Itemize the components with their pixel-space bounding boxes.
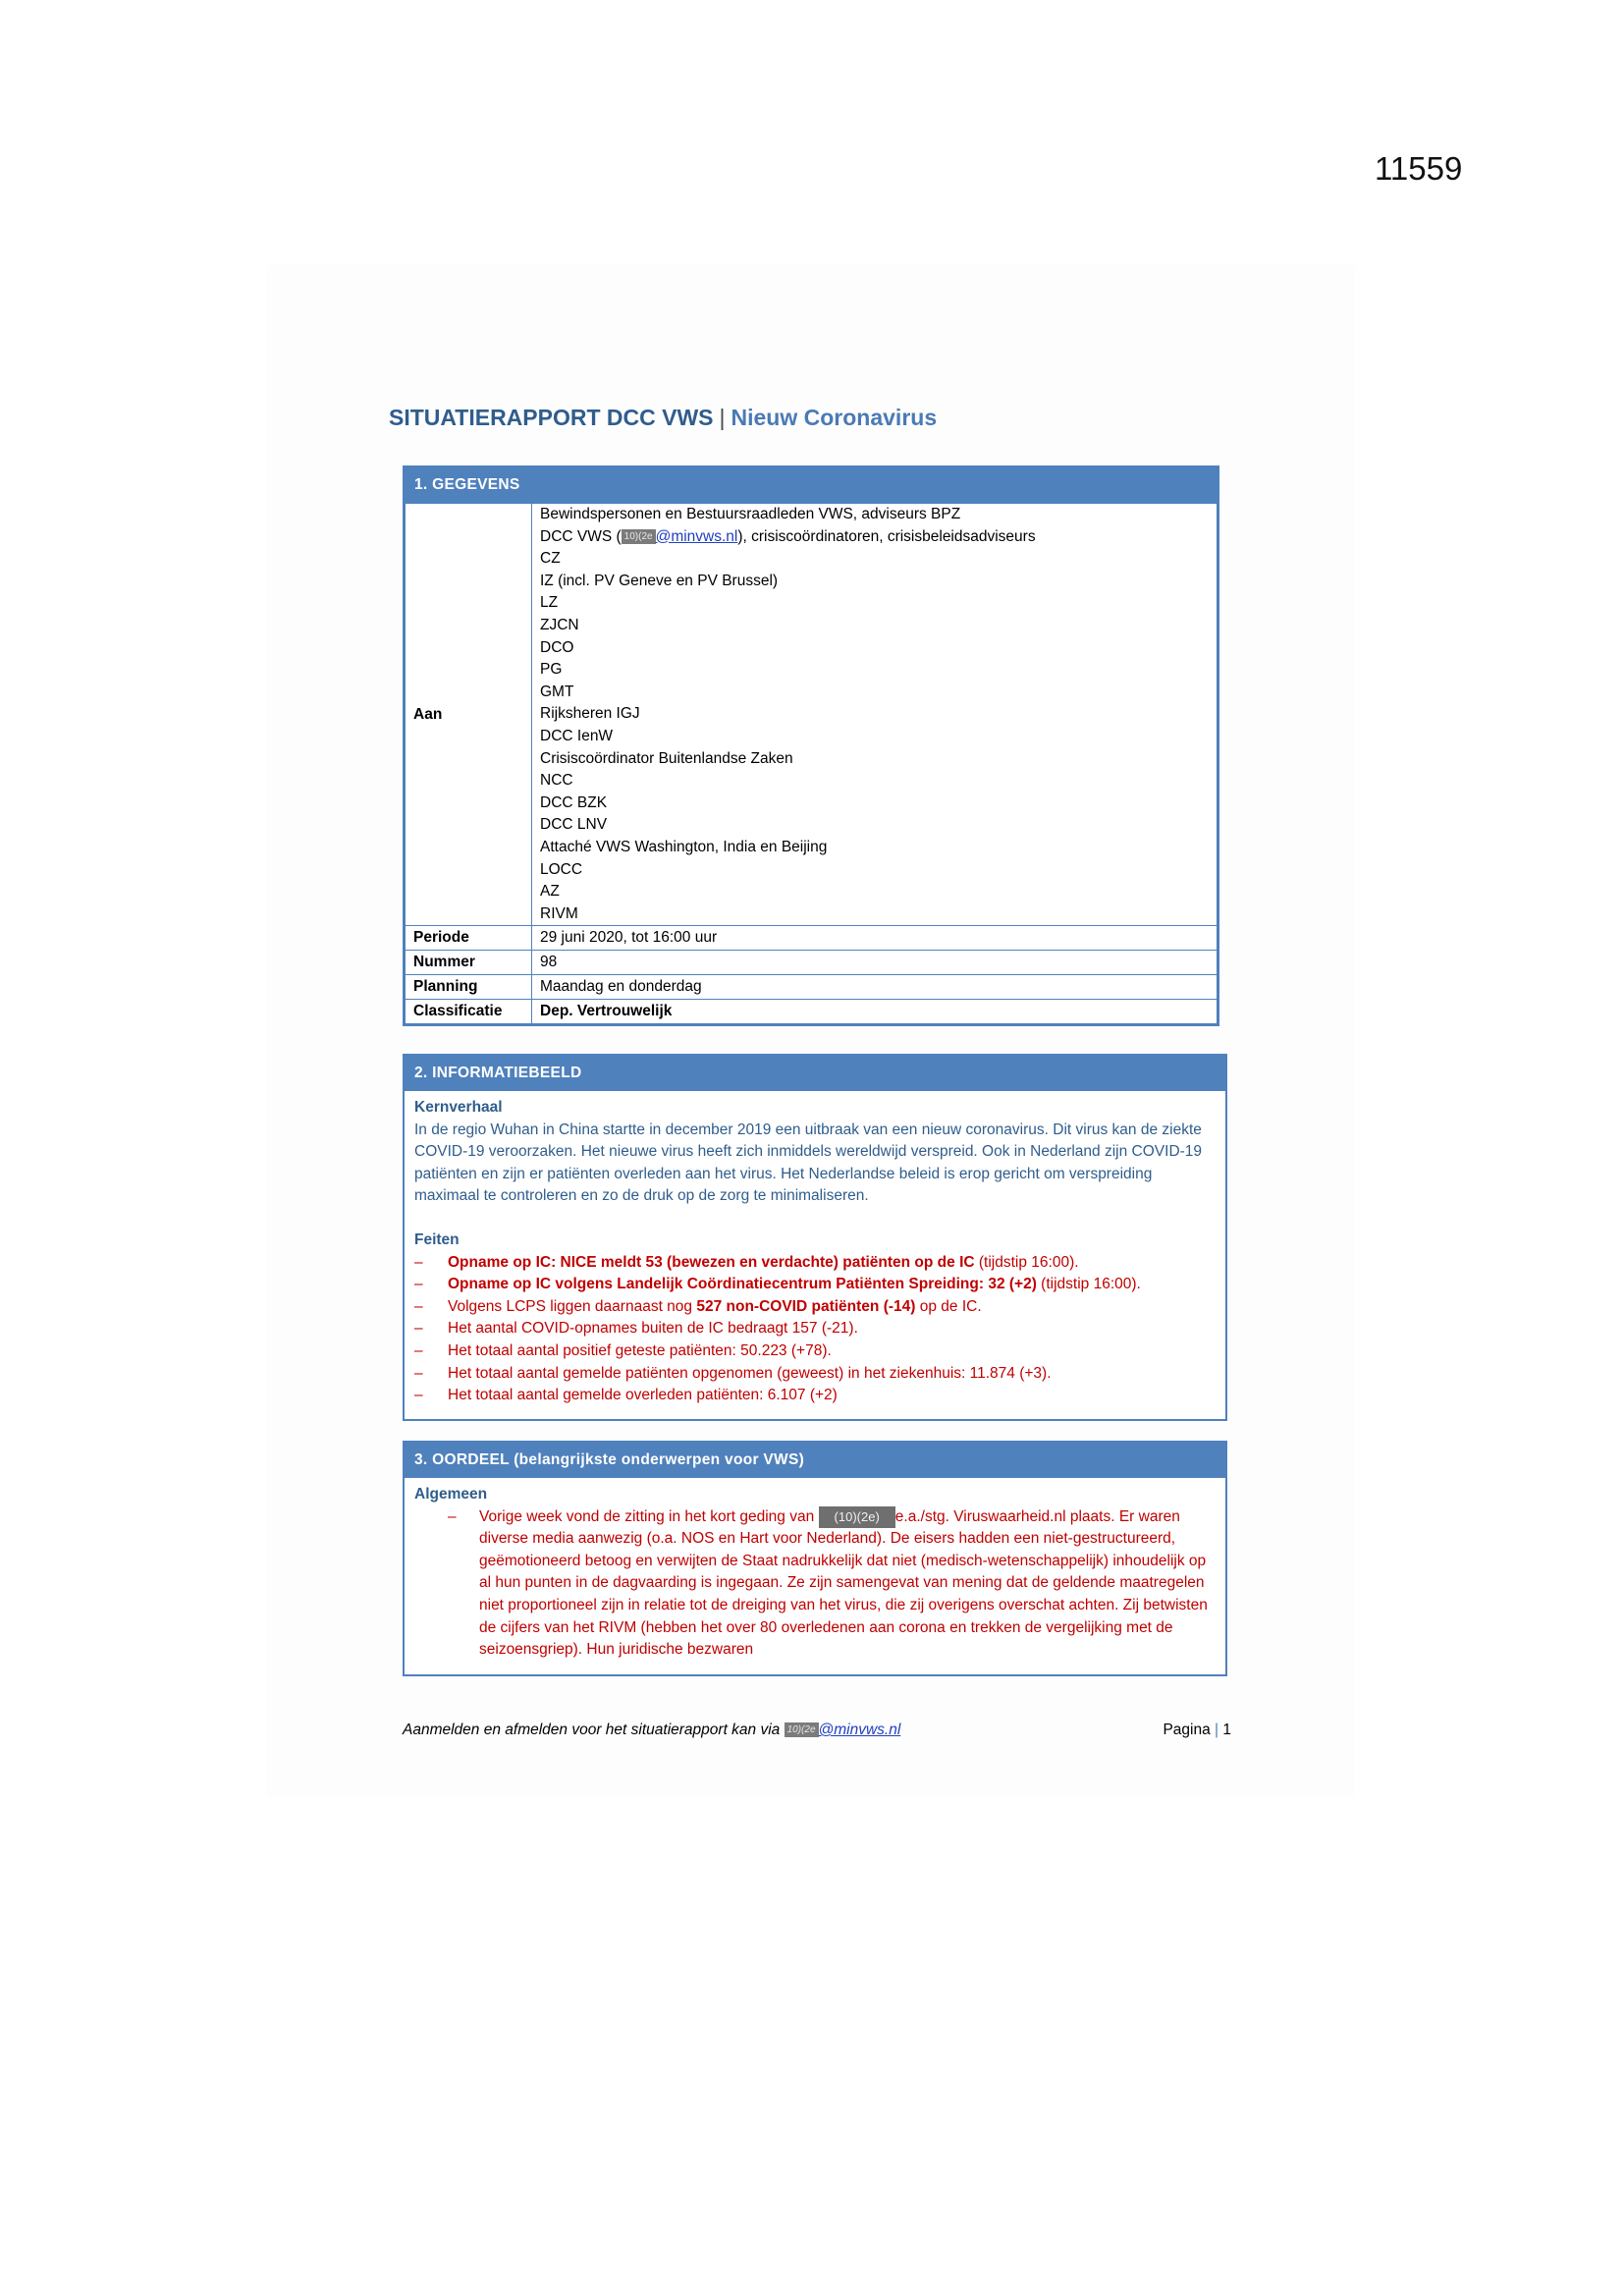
nummer-label: Nummer [406,951,532,975]
recipient-item: NCC [540,772,573,790]
dcc-vws-line: DCC VWS ( 10)(2e @minvws.nl), crisiscoördinatoren, crisisbeleidsadviseurs [540,527,1036,545]
recipient-item: LOCC [540,860,583,878]
feit-item: – Opname op IC volgens Landelijk Coördinatiecentrum Patiënten Spreiding: 32 (+2) (tijdstip 16:00). [414,1274,1216,1296]
footer-subscribe-text: Aanmelden en afmelden voor het situatierapport kan via 10)(2e @minvws.nl [403,1722,901,1738]
recipient-item: PG [540,661,563,679]
planning-label: Planning [406,975,532,1000]
recipient-item: AZ [540,883,560,901]
nummer-value: 98 [532,951,1218,975]
kernverhaal-heading: Kernverhaal [414,1099,503,1116]
title-separator: | [719,405,726,430]
feit-item: – Het aantal COVID-opnames buiten de IC bedraagt 157 (-21). [414,1318,1216,1340]
report-title-sub: Nieuw Coronavirus [731,405,938,430]
footer-email-link[interactable]: @minvws.nl [818,1722,901,1738]
feit-item: – Het totaal aantal positief geteste patiënten: 50.223 (+78). [414,1340,1216,1363]
kernverhaal-text: In de regio Wuhan in China startte in december 2019 een uitbraak van een nieuw coronavirus. Dit virus kan de ziekte COVID-19 veroorzaken. Het nieuwe virus heeft zich inmiddels wereldwijd verspreid. Ook in Nederland zijn COVID-19 patiënten en zijn er patiënten overleden aan het virus. Het Nederlandse beleid is erop gericht om verspreiding maximaal te controleren en zo de druk op de zorg te minimaliseren. [414,1121,1203,1205]
oordeel-section [403,1441,1227,1676]
gegevens-heading: 1. GEGEVENS [405,467,1218,503]
recipient-item: DCC IenW [540,727,614,744]
periode-value: 29 juni 2020, tot 16:00 uur [532,926,1218,951]
feit-item: – Volgens LCPS liggen daarnaast nog 527 non-COVID patiënten (-14) op de IC. [414,1296,1216,1319]
recipient-item: Attaché VWS Washington, India en Beijing [540,838,828,855]
classificatie-value: Dep. Vertrouwelijk [532,1000,1218,1024]
recipient-item: RIVM [540,904,578,922]
feiten-list [414,1252,1216,1407]
recipient-item: DCC BZK [540,793,608,811]
algemeen-list [448,1506,1216,1662]
email-link[interactable]: @minvws.nl [655,527,738,545]
aan-label: Aan [406,504,532,926]
list-item: – Vorige week vond de zitting in het kort geding van (10)(2e) e.a./stg. Viruswaarheid.nl plaats. Er waren diverse media aanwezig (o.a. NOS en Hart voor Nederland). De eisers hadden een niet-gestructureerd, geëmotioneerd betoog en verwijten de Staat nadrukkelijk dat niet (medisch-wetenschappelijk) inhoudelijk op al hun punten in de dagvaarding is ingegaan. Ze zijn samengevat van mening dat de geldende maatregelen niet proportioneel zijn in relatie tot de dreiging van het virus, die zij overigens overschat achten. Zij betwisten de cijfers van het RIVM (hebben het over 80 overledenen aan corona en trekken de vergelijking met de seizoensgriep). Hun juridische bezwaren [448,1506,1216,1662]
report-title-main: SITUATIERAPPORT DCC VWS [389,405,714,430]
feit-item: – Het totaal aantal gemelde patiënten opgenomen (geweest) in het ziekenhuis: 11.874 (+3). [414,1363,1216,1386]
report-title [389,405,937,431]
oordeel-heading: 3. OORDEEL (belangrijkste onderwerpen voor VWS) [405,1443,1225,1478]
gegevens-table [405,503,1218,1024]
informatiebeeld-heading: 2. INFORMATIEBEELD [405,1056,1225,1091]
recipient-item: CZ [540,550,561,568]
recipient-item: ZJCN [540,616,579,633]
recipient-item: Rijksheren IGJ [540,705,640,723]
document-number: 11559 [1375,150,1463,187]
recipient-item: DCO [540,638,574,656]
redaction-mark: (10)(2e) [819,1506,895,1528]
algemeen-heading: Algemeen [414,1486,488,1503]
feiten-heading: Feiten [414,1230,460,1248]
feit-item: – Het totaal aantal gemelde overleden patiënten: 6.107 (+2) [414,1385,1216,1407]
gegevens-section [403,465,1219,1026]
recipient-item: IZ (incl. PV Geneve en PV Brussel) [540,572,779,589]
page-number: Pagina | 1 [1163,1722,1231,1738]
feit-item: – Opname op IC: NICE meldt 53 (bewezen en verdachte) patiënten op de IC (tijdstip 16:00). [414,1252,1216,1275]
recipient-item: GMT [540,683,574,700]
recipient-item: Bewindspersonen en Bestuursraadleden VWS, adviseurs BPZ [540,506,961,522]
periode-label: Periode [406,926,532,951]
classificatie-label: Classificatie [406,1000,532,1024]
redaction-mark: 10)(2e [785,1722,819,1737]
planning-value: Maandag en donderdag [532,975,1218,1000]
redaction-mark: 10)(2e [622,529,656,544]
recipient-item: Crisiscoördinator Buitenlandse Zaken [540,749,793,767]
recipient-item: DCC LNV [540,816,608,834]
informatiebeeld-section [403,1054,1227,1421]
recipient-item: LZ [540,594,559,612]
recipients-list [532,504,1218,926]
page-footer [403,1722,1231,1739]
